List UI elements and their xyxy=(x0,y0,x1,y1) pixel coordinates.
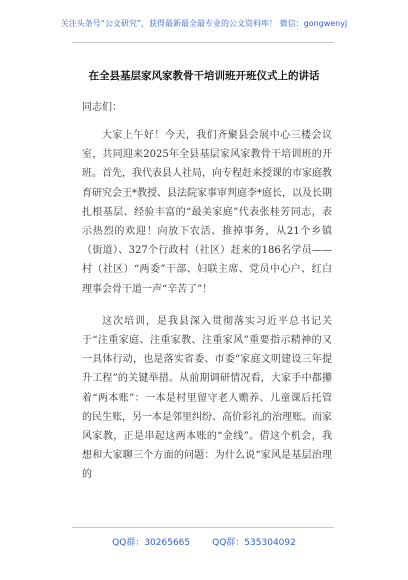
document-title: 在全县基层家风家教骨干培训班开班仪式上的讲话 xyxy=(88,70,320,82)
footer-divider xyxy=(72,527,334,528)
page-footer xyxy=(0,535,408,548)
footer-qq-group-2: QQ群：535304092 xyxy=(212,538,296,548)
header-divider xyxy=(72,42,334,43)
page-header-notice: 关注头条号“公文研究”，获得最新最全最专业的公文资料库！ 微信：gongwenyj xyxy=(60,19,348,28)
footer-qq-group-1: QQ群：30265665 xyxy=(112,538,191,548)
body-paragraph: 这次培训，是我县深入贯彻落实习近平总书记关于“注重家庭、注重家教、注重家风”重要指示精神的又一具体行动，也是落实省委、市委“家庭文明建设三年提升工程”的关键举措。从前期调研情况看，大家手中都攥着“两本账”：一本是村里留守老人赡养、儿童课后托管的民生账，另一本是邻里纠纷、高价彩礼的治理账。而家风家教，正是串起这两本账的“金线”。借这个机会，我想和大家聊三个方面的问题：为什么说“家风是基层治理的 xyxy=(82,315,332,481)
body-paragraph: 大家上午好！今天，我们齐聚县会展中心三楼会议室，共同迎来2025年全县基层家风家教骨干培训班的开班。首先，我代表县人社局，向专程赶来授课的市家庭教育研究会王*教授、县法院家事审判庭李*庭长，以及长期扎根基层、经验丰富的“最美家庭”代表张桂芳同志，表示热烈的欢迎！向放下农活、推掉事务，从21个乡镇（街道）、327个行政村（社区）赶来的186名学员——村（社区）“两委”干部、妇联主席、党员中心户、红白理事会骨干道一声“辛苦了”！ xyxy=(82,130,332,295)
document-body xyxy=(82,126,332,498)
document-greeting: 同志们： xyxy=(82,102,122,113)
